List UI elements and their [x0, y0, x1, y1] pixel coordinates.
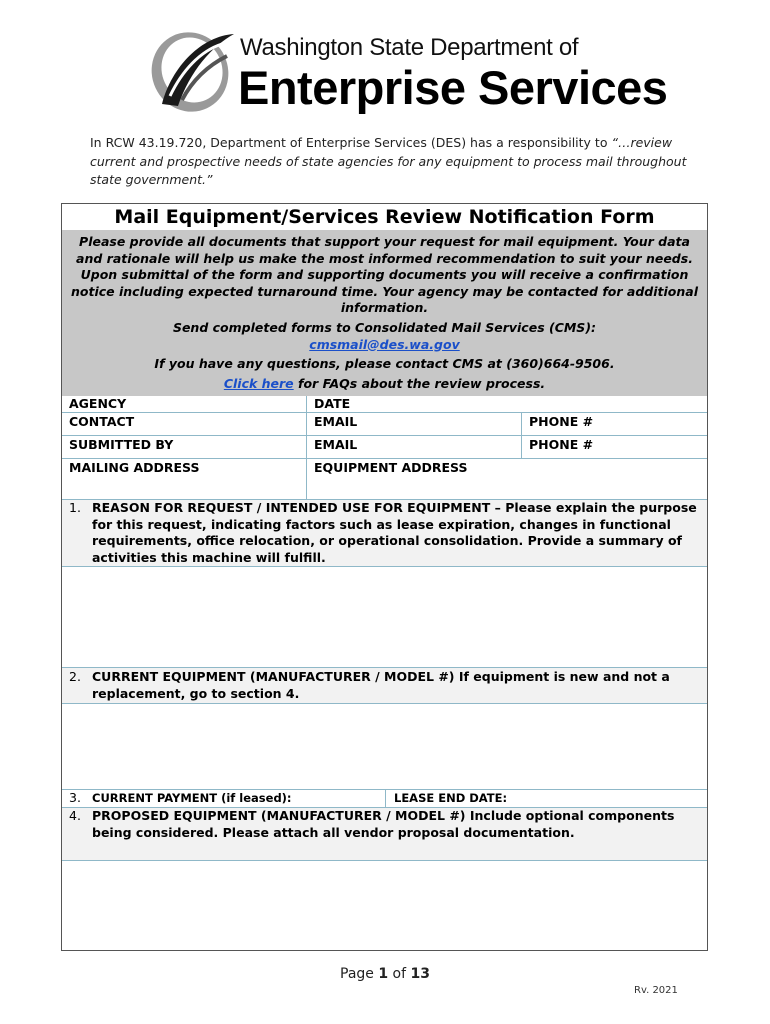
mailing-address-label: MAILING ADDRESS: [69, 460, 200, 475]
submitted-by-field[interactable]: [62, 436, 307, 457]
equipment-address-label: EQUIPMENT ADDRESS: [314, 460, 468, 475]
instructions-paragraph: Please provide all documents that support your request for mail equipment. Your data and rationale will help us make the most informed recommendation to suit your needs. Upon submittal of the form and supporting documents you will receive a confirmation notice including expected turnaround time. Your agency may be contacted for additional information.: [71, 234, 698, 316]
instructions-questions: If you have any questions, please contact CMS at (360)664-9506.: [154, 356, 615, 372]
date-label: DATE: [314, 396, 351, 411]
equipment-address-field[interactable]: [307, 459, 707, 499]
section-3-number: 3.: [69, 790, 81, 805]
phone-label-1: PHONE #: [529, 414, 594, 429]
phone-label-2: PHONE #: [529, 437, 594, 452]
instructions-send-to: Send completed forms to Consolidated Mail Services (CMS):: [172, 319, 597, 335]
intro-paragraph: [90, 134, 710, 190]
logo-enterprise-text: Enterprise Services: [238, 61, 668, 114]
of-label: of: [388, 966, 411, 982]
phone-field-1[interactable]: [522, 413, 707, 434]
section-1-number: 1.: [69, 500, 81, 515]
phone-field-2[interactable]: [522, 436, 707, 457]
form-instructions: [62, 230, 707, 396]
mailing-address-field[interactable]: [62, 459, 307, 499]
agency-field[interactable]: [62, 396, 307, 412]
column-divider: [521, 413, 522, 459]
section-2-heading: [62, 668, 707, 703]
email-field-1[interactable]: [307, 413, 522, 434]
submitted-by-label: SUBMITTED BY: [69, 437, 174, 452]
faq-text: for FAQs about the review process.: [293, 375, 546, 391]
form-title: Mail Equipment/Services Review Notification Form: [62, 204, 707, 231]
section-2-number: 2.: [69, 669, 81, 684]
email-field-2[interactable]: [307, 436, 522, 457]
des-swoosh-icon: [142, 26, 240, 116]
column-divider: [306, 396, 307, 499]
current-payment-label: CURRENT PAYMENT (if leased):: [92, 791, 292, 805]
lease-end-date-label: LEASE END DATE:: [394, 791, 508, 805]
agency-label: AGENCY: [69, 396, 127, 411]
cms-email-link[interactable]: cmsmail@des.wa.gov: [309, 336, 460, 352]
intro-quote-text: “…review current and prospective needs of state agencies for any equipment to process mail throughout state government.”: [90, 135, 687, 187]
intro-plain-text: In RCW 43.19.720, Department of Enterprise Services (DES) has a responsibility to: [90, 135, 608, 150]
page-number: 1: [378, 966, 389, 982]
section-4-heading: [62, 808, 707, 860]
section-2-answer-area[interactable]: [62, 704, 707, 789]
des-logo: [142, 26, 668, 116]
email-label-1: EMAIL: [314, 414, 358, 429]
section-1-heading: [62, 500, 707, 566]
logo-department-text: Washington State Department of: [240, 34, 579, 61]
page-total: 13: [410, 966, 430, 982]
section-4-answer-area[interactable]: [62, 861, 707, 950]
section-4-number: 4.: [69, 808, 81, 823]
revision-label: Rv. 2021: [634, 985, 678, 996]
contact-label: CONTACT: [69, 414, 135, 429]
page-label: Page: [340, 966, 379, 982]
section-1-answer-area[interactable]: [62, 567, 707, 667]
email-label-2: EMAIL: [314, 437, 358, 452]
contact-field[interactable]: [62, 413, 307, 434]
page-indicator: [340, 966, 430, 982]
faq-click-here-link[interactable]: Click here: [223, 375, 294, 391]
date-field[interactable]: [307, 396, 707, 412]
review-form: [61, 203, 708, 951]
column-divider: [385, 790, 386, 807]
section-4-text: PROPOSED EQUIPMENT (MANUFACTURER / MODEL #) Include optional components being considered. Please attach all vendor proposal documentation.: [92, 808, 675, 840]
section-2-text: CURRENT EQUIPMENT (MANUFACTURER / MODEL #) If equipment is new and not a replacement, go to section 4.: [92, 669, 670, 701]
section-1-text: REASON FOR REQUEST / INTENDED USE FOR EQUIPMENT – Please explain the purpose for this request, indicating factors such as lease expiration, changes in functional requirements, office relocation, or operational consolidation. Provide a summary of activities this machine will fulfill.: [92, 500, 697, 565]
